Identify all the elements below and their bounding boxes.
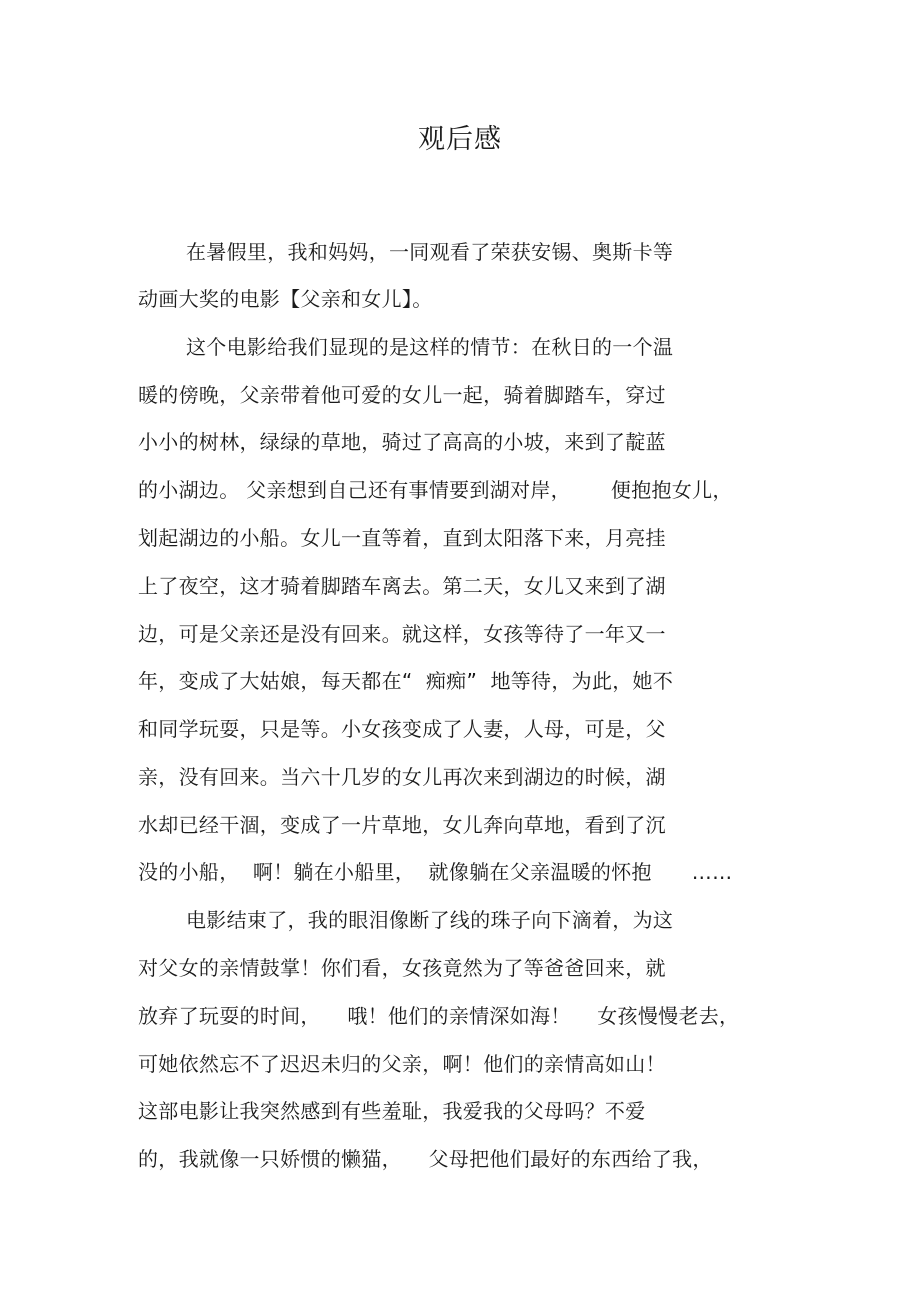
text-line: 和同学玩耍，只是等。小女孩变成了人妻，人母，可是，父 xyxy=(138,717,666,741)
text-line: 放弃了玩耍的时间， 哦！他们的亲情深如海！ 女孩慢慢老去， xyxy=(138,1004,740,1028)
text-line: 边，可是父亲还是没有回来。就这样，女孩等待了一年又一 xyxy=(138,622,666,646)
text-line: 电影结束了，我的眼泪像断了线的珠子向下滴着，为这 xyxy=(186,908,674,932)
text-line: 动画大奖的电影【父亲和女儿】。 xyxy=(138,287,433,311)
text-line: 对父女的亲情鼓掌！你们看，女孩竟然为了等爸爸回来，就 xyxy=(138,956,666,980)
text-line: 在暑假里，我和妈妈，一同观看了荣获安锡、奥斯卡等 xyxy=(186,240,674,264)
document-title: 观后感 xyxy=(418,124,502,155)
text-line: 可她依然忘不了迟迟未归的父亲，啊！他们的亲情高如山！ xyxy=(138,1052,666,1076)
text-line: 划起湖边的小船。女儿一直等着，直到太阳落下来，月亮挂 xyxy=(138,526,666,550)
text-line: 暖的傍晚，父亲带着他可爱的女儿一起，骑着脚踏车，穿过 xyxy=(138,383,666,407)
text-line: 小小的树林，绿绿的草地，骑过了高高的小坡，来到了靛蓝 xyxy=(138,430,666,454)
text-line: 的小湖边。 父亲想到自己还有事情要到湖对岸， 便抱抱女儿， xyxy=(138,478,733,502)
text-line: 没的小船， 啊！躺在小船里， 就像躺在父亲温暖的怀抱 …… xyxy=(138,860,733,884)
text-line: 的，我就像一只娇惯的懒猫， 父母把他们最好的东西给了我， xyxy=(138,1147,713,1171)
text-line: 亲，没有回来。当六十几岁的女儿再次来到湖边的时候，湖 xyxy=(138,765,666,789)
text-line: 这部电影让我突然感到有些羞耻，我爱我的父母吗？不爱 xyxy=(138,1099,646,1123)
text-line: 年，变成了大姑娘，每天都在“ 痴痴” 地等待，为此，她不 xyxy=(138,669,674,693)
text-line: 水却已经干涸，变成了一片草地，女儿奔向草地，看到了沉 xyxy=(138,813,666,837)
text-line: 上了夜空，这才骑着脚踏车离去。第二天，女儿又来到了湖 xyxy=(138,574,666,598)
text-line: 这个电影给我们显现的是这样的情节：在秋日的一个温 xyxy=(186,335,674,359)
